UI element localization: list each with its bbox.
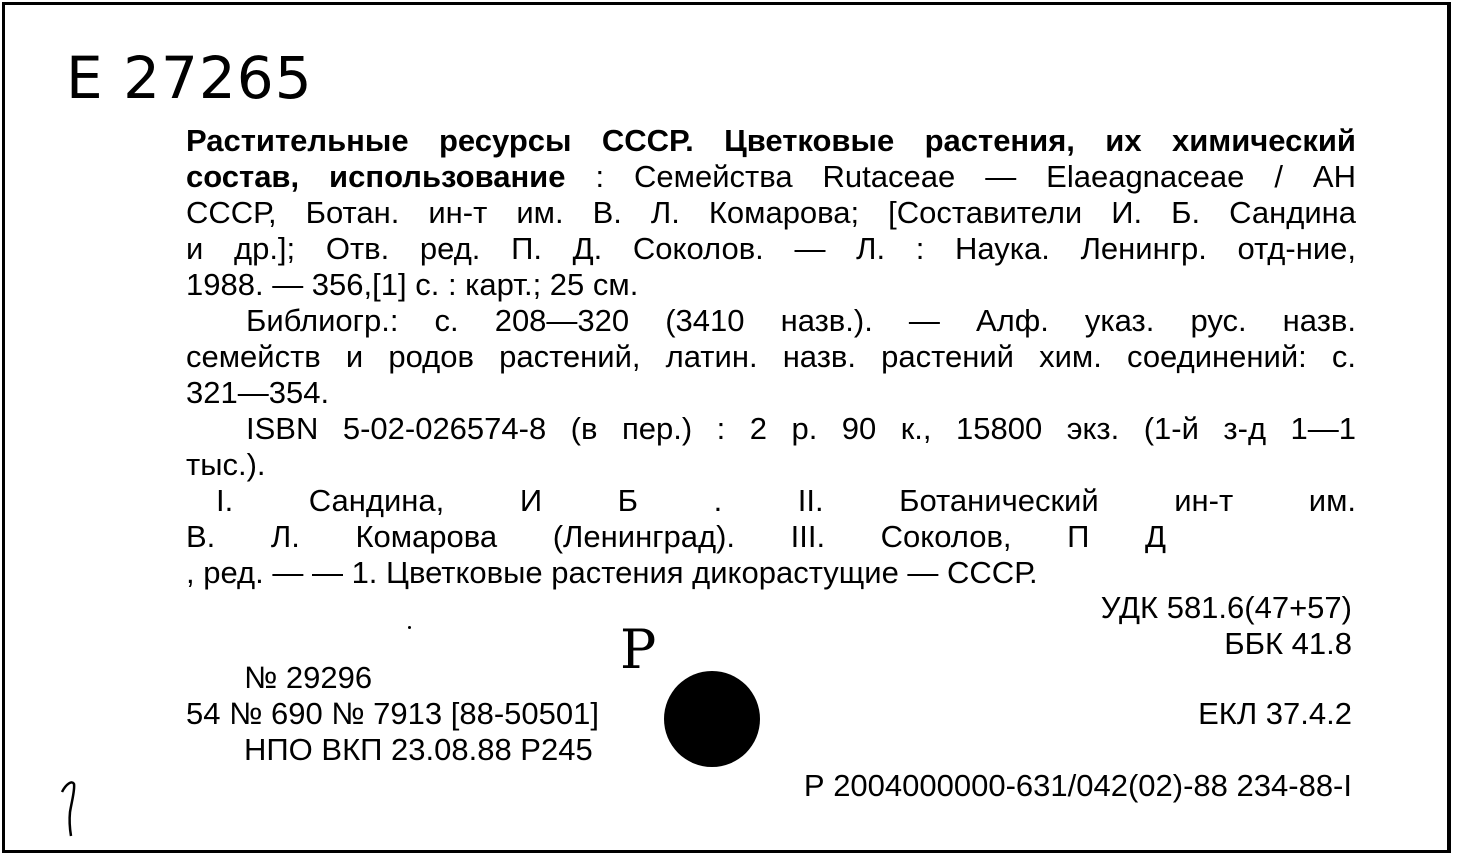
punch-hole xyxy=(664,671,760,767)
entry-line: , ред. — — 1. Цветковые растения дикорастущие — СССР. xyxy=(186,555,1038,590)
bibliographic-entry xyxy=(186,123,1356,591)
card-serial-number: Е 27265 xyxy=(66,44,313,112)
ekl-code: ЕКЛ 37.4.2 xyxy=(1198,696,1352,731)
entry-title-cont: состав, использование xyxy=(186,159,566,194)
entry-line xyxy=(186,159,1356,195)
stamp-letter: Р xyxy=(620,618,657,681)
entry-line: семейств и родов растений, латин. назв. растений хим. соединений: с. xyxy=(186,339,1356,374)
entry-line: 1988. — 356,[1] с. : карт.; 25 см. xyxy=(186,267,639,302)
entry-title: Растительные ресурсы СССР. Цветковые растения, их химический xyxy=(186,123,1356,158)
entry-text: : Семейства Rutaceae — Elaeagnaceae / АН xyxy=(565,159,1356,194)
entry-line: Библиогр.: с. 208—320 (3410 назв.). — Алф. указ. рус. назв. xyxy=(246,303,1356,338)
entry-line: I. Сандина, И Б . II. Ботанический ин-т им. xyxy=(216,483,1356,518)
ink-speck xyxy=(408,626,411,629)
entry-line: СССР, Ботан. ин-т им. В. Л. Комарова; [Составители И. Б. Сандина xyxy=(186,195,1356,230)
print-line: 54 № 690 № 7913 [88-50501] xyxy=(186,696,599,731)
entry-line xyxy=(186,123,1356,159)
entry-line: тыс.). xyxy=(186,447,266,482)
publication-code: Р 2004000000-631/042(02)-88 234-88-I xyxy=(803,768,1352,803)
npo-line: НПО ВКП 23.08.88 Р245 xyxy=(244,732,593,767)
order-number: № 29296 xyxy=(244,660,373,695)
entry-line: 321—354. xyxy=(186,375,330,410)
udc-code: УДК 581.6(47+57) xyxy=(1100,590,1352,625)
entry-line: ISBN 5-02-026574-8 (в пер.) : 2 р. 90 к., 15800 экз. (1-й з-д 1—1 xyxy=(246,411,1356,446)
bbk-code: ББК 41.8 xyxy=(1224,626,1352,661)
entry-line: В. Л. Комарова (Ленинград). III. Соколов, П Д xyxy=(186,519,1166,554)
entry-line: и др.]; Отв. ред. П. Д. Соколов. — Л. : Наука. Ленингр. отд-ние, xyxy=(186,231,1356,266)
handwritten-mark-icon xyxy=(58,778,82,838)
